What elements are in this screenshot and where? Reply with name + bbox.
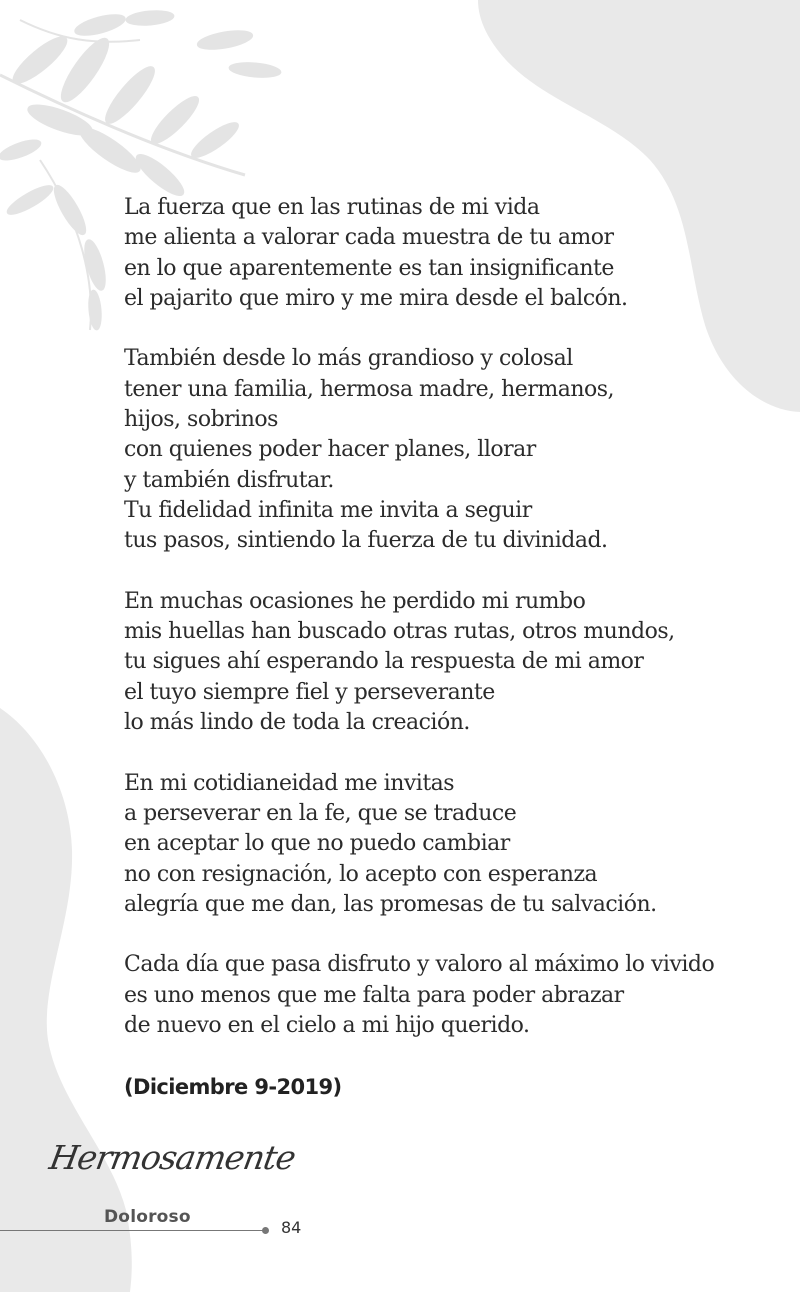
stanza-5 <box>124 950 764 1041</box>
footer-divider <box>0 1230 266 1231</box>
brand-logo-script: Hermosamente <box>46 1138 299 1177</box>
poem-line: alegría que me dan, las promesas de tu salvación. <box>124 891 657 917</box>
poem-line: La fuerza que en las rutinas de mi vida <box>124 195 540 220</box>
poem-line: no con resignación, lo acepto con esperanza <box>124 861 598 887</box>
poem-line: En mi cotidianeidad me invitas <box>124 770 455 796</box>
poem-line: lo más lindo de toda la creación. <box>124 710 470 736</box>
poem-line: me alienta a valorar cada muestra de tu amor <box>124 225 614 251</box>
poem-line: el pajarito que miro y me mira desde el balcón. <box>124 285 628 311</box>
poem-line: tus pasos, sintiendo la fuerza de tu divinidad. <box>124 528 608 554</box>
poem-line: en aceptar lo que no puedo cambiar <box>124 831 510 857</box>
stanza-2 <box>124 344 764 556</box>
poem-line: en lo que aparentemente es tan insignificante <box>124 255 614 281</box>
poem-line: tu sigues ahí esperando la respuesta de mi amor <box>124 649 644 675</box>
poem-line: También desde lo más grandioso y colosal <box>124 346 573 372</box>
stanza-4 <box>124 769 764 920</box>
poem <box>124 193 764 1102</box>
poem-line: con quienes poder hacer planes, llorar <box>124 437 536 463</box>
poem-line: de nuevo en el cielo a mi hijo querido. <box>124 1013 530 1039</box>
poem-line: Tu fidelidad infinita me invita a seguir <box>124 497 532 523</box>
poem-line: mis huellas han buscado otras rutas, otros mundos, <box>124 619 675 645</box>
poem-line: tener una familia, hermosa madre, hermanos, <box>124 376 615 402</box>
stanza-3 <box>124 587 764 738</box>
poem-line: es uno menos que me falta para poder abrazar <box>124 982 624 1008</box>
footer-dot-icon <box>262 1227 269 1234</box>
brand-logo-subtitle: Doloroso <box>104 1207 191 1227</box>
poem-line: y también disfrutar. <box>124 467 334 493</box>
bottom-left-blob <box>0 708 132 1292</box>
poem-line: En muchas ocasiones he perdido mi rumbo <box>124 588 586 614</box>
poem-line: a perseverar en la fe, que se traduce <box>124 800 517 826</box>
page-number: 84 <box>281 1218 302 1237</box>
poem-date: (Diciembre 9-2019) <box>124 1074 342 1099</box>
stanza-1 <box>124 193 764 314</box>
poem-line: hijos, sobrinos <box>124 407 278 433</box>
poem-line: Cada día que pasa disfruto y valoro al máximo lo vivido <box>124 952 715 978</box>
poem-line: el tuyo siempre fiel y perseverante <box>124 679 495 705</box>
